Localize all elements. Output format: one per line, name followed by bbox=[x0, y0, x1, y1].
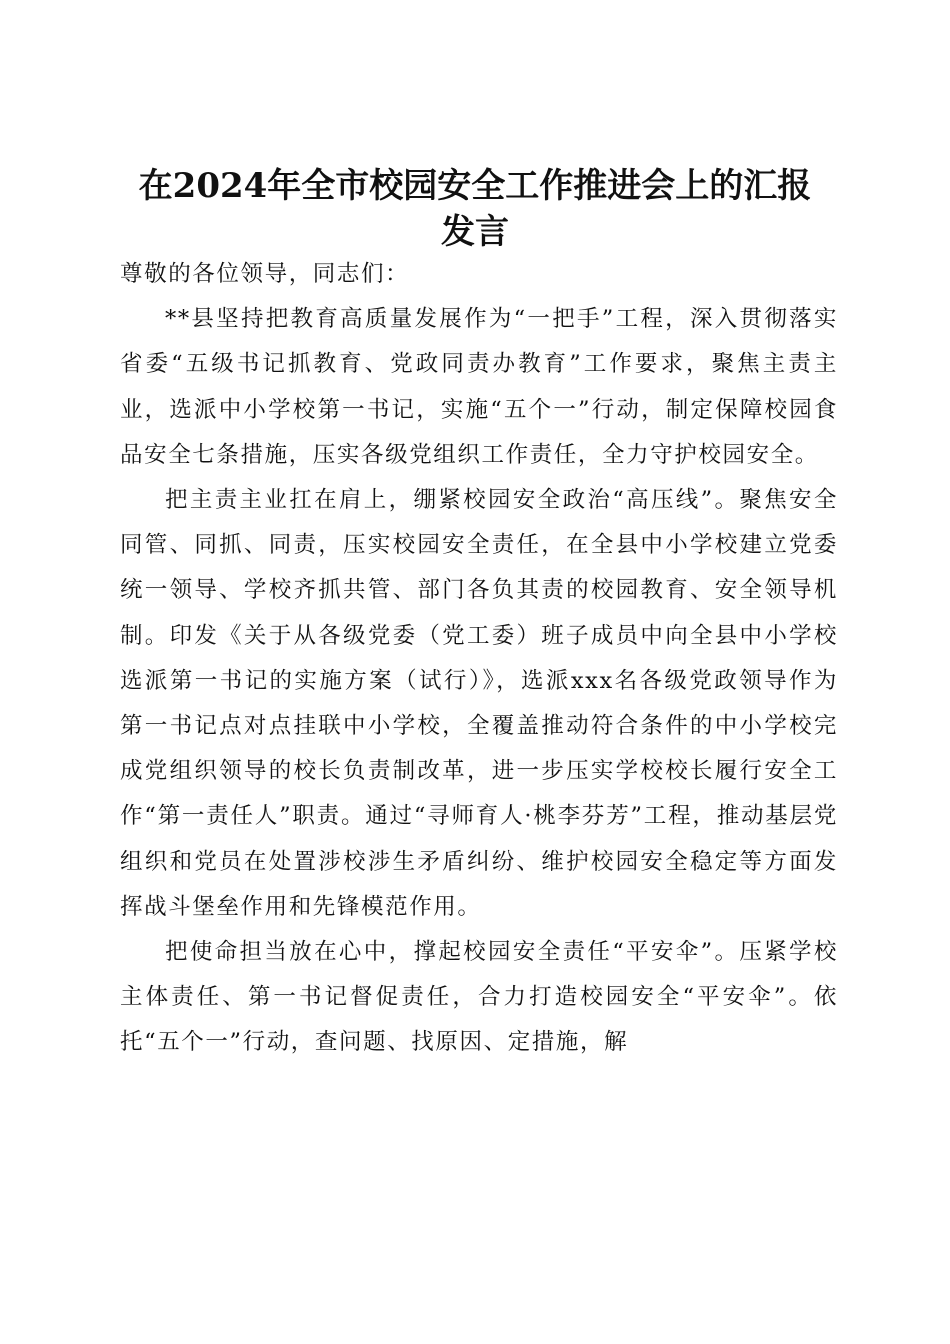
document-title bbox=[110, 163, 840, 255]
paragraph-intro: **县坚持把教育高质量发展作为“一把手”工程，深入贯彻落实省委“五级书记抓教育、党政同责办教育”工作要求，聚焦主责主业，选派中小学校第一书记，实施“五个一”行动，制定保障校园食品安全七条措施，压实各级党组织工作责任，全力守护校园安全。 bbox=[120, 306, 838, 468]
title-line-1: 在2024年全市校园安全工作推进会上的汇报 bbox=[138, 165, 812, 206]
document-body bbox=[120, 252, 838, 1066]
paragraph-responsibility: 把主责主业扛在肩上，绷紧校园安全政治“高压线”。聚焦安全同管、同抓、同责，压实校园安全责任，在全县中小学校建立党委统一领导、学校齐抓共管、部门各负其责的校园教育、安全领导机制。印发《关于从各级党委（党工委）班子成员中向全县中小学校选派第一书记的实施方案（试行）》，选派xxx名各级党政领导作为第一书记点对点挂联中小学校，全覆盖推动符合条件的中小学校完成党组织领导的校长负责制改革，进一步压实学校校长履行安全工作“第一责任人”职责。通过“寻师育人·桃李芬芳”工程，推动基层党组织和党员在处置涉校涉生矛盾纠纷、维护校园安全稳定等方面发挥战斗堡垒作用和先锋模范作用。 bbox=[120, 487, 838, 920]
title-line-2: 发言 bbox=[441, 211, 509, 252]
paragraph-mission: 把使命担当放在心中，撑起校园安全责任“平安伞”。压紧学校主体责任、第一书记督促责任，合力打造校园安全“平安伞”。依托“五个一”行动，查问题、找原因、定措施，解 bbox=[120, 939, 838, 1056]
salutation: 尊敬的各位领导，同志们： bbox=[120, 261, 410, 287]
